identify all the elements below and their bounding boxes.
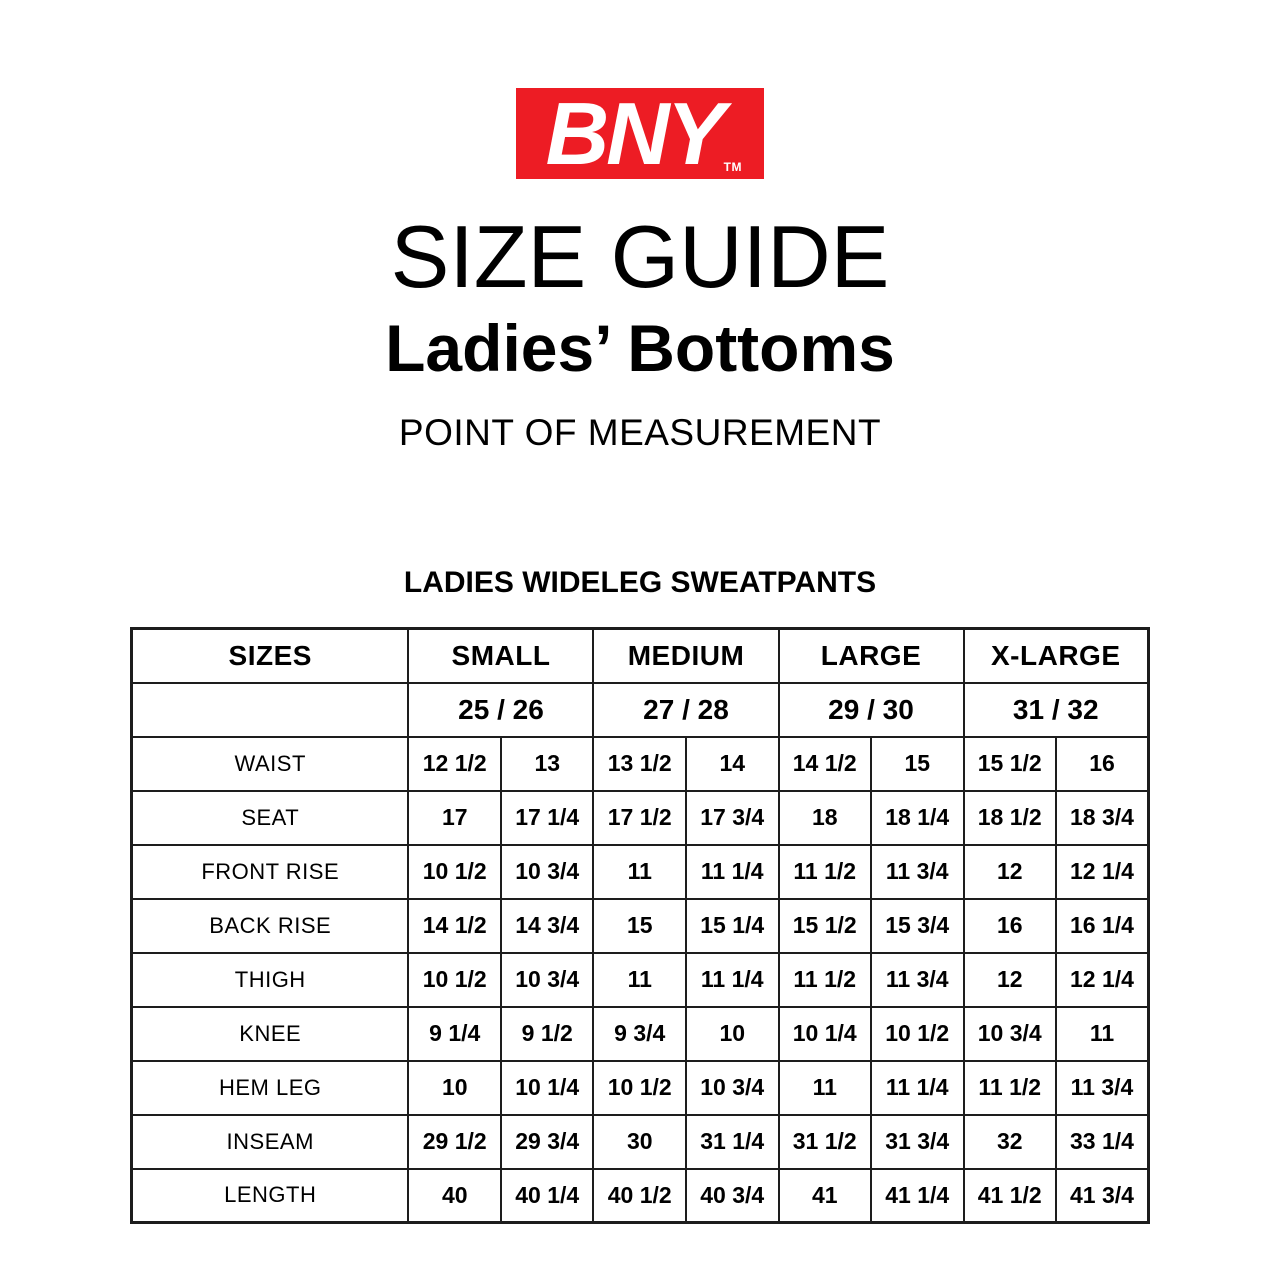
measurement-value-knee-3: 10 [686, 1007, 779, 1061]
measurement-value-length-7: 41 3/4 [1056, 1169, 1149, 1223]
measurement-value-front-rise-2: 11 [593, 845, 686, 899]
measurement-value-knee-7: 11 [1056, 1007, 1149, 1061]
measurement-value-length-6: 41 1/2 [964, 1169, 1057, 1223]
measurement-value-hem-leg-6: 11 1/2 [964, 1061, 1057, 1115]
measurement-row-waist [131, 737, 1148, 791]
measurement-value-front-rise-5: 11 3/4 [871, 845, 964, 899]
measurement-value-hem-leg-1: 10 1/4 [501, 1061, 594, 1115]
section-heading: POINT OF MEASUREMENT [398, 411, 882, 453]
measurement-value-back-rise-1: 14 3/4 [501, 899, 594, 953]
measurement-value-seat-4: 18 [779, 791, 872, 845]
measurement-value-waist-5: 15 [871, 737, 964, 791]
measurement-value-back-rise-5: 15 3/4 [871, 899, 964, 953]
size-header-small: SMALL [408, 629, 593, 683]
measurement-value-inseam-6: 32 [964, 1115, 1057, 1169]
measurement-value-knee-0: 9 1/4 [408, 1007, 501, 1061]
measurement-value-hem-leg-3: 10 3/4 [686, 1061, 779, 1115]
measurement-value-inseam-3: 31 1/4 [686, 1115, 779, 1169]
measurement-value-thigh-5: 11 3/4 [871, 953, 964, 1007]
measurement-label-hem-leg: HEM LEG [131, 1061, 408, 1115]
measurement-value-thigh-7: 12 1/4 [1056, 953, 1149, 1007]
measurement-label-waist: WAIST [131, 737, 408, 791]
measurement-value-thigh-0: 10 1/2 [408, 953, 501, 1007]
measurement-label-back-rise: BACK RISE [131, 899, 408, 953]
measurement-value-back-rise-0: 14 1/2 [408, 899, 501, 953]
measurement-row-thigh [131, 953, 1148, 1007]
size-range-small: 25 / 26 [408, 683, 593, 737]
logo-row [0, 0, 1280, 183]
measurement-value-thigh-3: 11 1/4 [686, 953, 779, 1007]
size-table [130, 627, 1150, 1224]
measurement-label-seat: SEAT [131, 791, 408, 845]
trademark-symbol: TM [723, 160, 742, 174]
measurement-row-inseam [131, 1115, 1148, 1169]
measurement-value-back-rise-4: 15 1/2 [779, 899, 872, 953]
measurement-value-knee-2: 9 3/4 [593, 1007, 686, 1061]
measurement-value-back-rise-7: 16 1/4 [1056, 899, 1149, 953]
measurement-value-thigh-4: 11 1/2 [779, 953, 872, 1007]
measurement-value-front-rise-3: 11 1/4 [686, 845, 779, 899]
bny-logo [516, 83, 764, 183]
measurement-value-seat-1: 17 1/4 [501, 791, 594, 845]
measurement-row-back-rise [131, 899, 1148, 953]
measurement-label-knee: KNEE [131, 1007, 408, 1061]
measurement-value-length-3: 40 3/4 [686, 1169, 779, 1223]
measurement-value-waist-4: 14 1/2 [779, 737, 872, 791]
measurement-row-knee [131, 1007, 1148, 1061]
size-header-large: LARGE [779, 629, 964, 683]
measurement-value-inseam-5: 31 3/4 [871, 1115, 964, 1169]
measurement-value-hem-leg-7: 11 3/4 [1056, 1061, 1149, 1115]
size-range-medium: 27 / 28 [593, 683, 778, 737]
measurement-value-thigh-6: 12 [964, 953, 1057, 1007]
measurement-value-back-rise-3: 15 1/4 [686, 899, 779, 953]
measurement-value-length-1: 40 1/4 [501, 1169, 594, 1223]
measurement-value-hem-leg-0: 10 [408, 1061, 501, 1115]
measurement-value-seat-7: 18 3/4 [1056, 791, 1149, 845]
measurement-label-length: LENGTH [131, 1169, 408, 1223]
measurement-row-hem-leg [131, 1061, 1148, 1115]
size-table-header-row [131, 629, 1148, 683]
measurement-label-thigh: THIGH [131, 953, 408, 1007]
bny-logo-text: BNY [545, 83, 723, 183]
measurement-value-waist-7: 16 [1056, 737, 1149, 791]
measurement-value-hem-leg-5: 11 1/4 [871, 1061, 964, 1115]
table-title: LADIES WIDELEG SWEATPANTS [403, 566, 877, 600]
size-range-large: 29 / 30 [779, 683, 964, 737]
measurement-value-waist-0: 12 1/2 [408, 737, 501, 791]
sizes-header-cell: SIZES [131, 629, 408, 683]
measurement-value-inseam-1: 29 3/4 [501, 1115, 594, 1169]
size-header-medium: MEDIUM [593, 629, 778, 683]
measurement-value-inseam-0: 29 1/2 [408, 1115, 501, 1169]
measurement-value-length-0: 40 [408, 1169, 501, 1223]
measurement-value-front-rise-6: 12 [964, 845, 1057, 899]
measurement-row-front-rise [131, 845, 1148, 899]
size-range-row [131, 683, 1148, 737]
measurement-value-seat-0: 17 [408, 791, 501, 845]
measurement-value-length-4: 41 [779, 1169, 872, 1223]
measurement-value-seat-5: 18 1/4 [871, 791, 964, 845]
measurement-value-inseam-4: 31 1/2 [779, 1115, 872, 1169]
measurement-value-length-5: 41 1/4 [871, 1169, 964, 1223]
measurement-value-front-rise-1: 10 3/4 [501, 845, 594, 899]
size-header-x-large: X-LARGE [964, 629, 1149, 683]
measurement-value-inseam-7: 33 1/4 [1056, 1115, 1149, 1169]
measurement-value-waist-6: 15 1/2 [964, 737, 1057, 791]
measurement-value-knee-4: 10 1/4 [779, 1007, 872, 1061]
measurement-value-seat-2: 17 1/2 [593, 791, 686, 845]
measurement-label-inseam: INSEAM [131, 1115, 408, 1169]
measurement-value-inseam-2: 30 [593, 1115, 686, 1169]
measurement-value-knee-1: 9 1/2 [501, 1007, 594, 1061]
measurement-label-front-rise: FRONT RISE [131, 845, 408, 899]
page-title: SIZE GUIDE [390, 207, 890, 306]
size-range-x-large: 31 / 32 [964, 683, 1149, 737]
measurement-value-knee-5: 10 1/2 [871, 1007, 964, 1061]
measurement-row-seat [131, 791, 1148, 845]
measurement-value-waist-2: 13 1/2 [593, 737, 686, 791]
measurement-value-waist-1: 13 [501, 737, 594, 791]
measurement-value-front-rise-0: 10 1/2 [408, 845, 501, 899]
measurement-value-front-rise-7: 12 1/4 [1056, 845, 1149, 899]
measurement-value-seat-3: 17 3/4 [686, 791, 779, 845]
measurement-value-front-rise-4: 11 1/2 [779, 845, 872, 899]
measurement-value-knee-6: 10 3/4 [964, 1007, 1057, 1061]
measurement-value-thigh-1: 10 3/4 [501, 953, 594, 1007]
page-subtitle: Ladies’ Bottoms [385, 310, 895, 385]
measurement-value-thigh-2: 11 [593, 953, 686, 1007]
measurement-value-back-rise-2: 15 [593, 899, 686, 953]
measurement-value-length-2: 40 1/2 [593, 1169, 686, 1223]
range-empty-cell [131, 683, 408, 737]
measurement-value-hem-leg-4: 11 [779, 1061, 872, 1115]
measurement-value-back-rise-6: 16 [964, 899, 1057, 953]
measurement-value-seat-6: 18 1/2 [964, 791, 1057, 845]
measurement-value-hem-leg-2: 10 1/2 [593, 1061, 686, 1115]
measurement-row-length [131, 1169, 1148, 1223]
measurement-value-waist-3: 14 [686, 737, 779, 791]
